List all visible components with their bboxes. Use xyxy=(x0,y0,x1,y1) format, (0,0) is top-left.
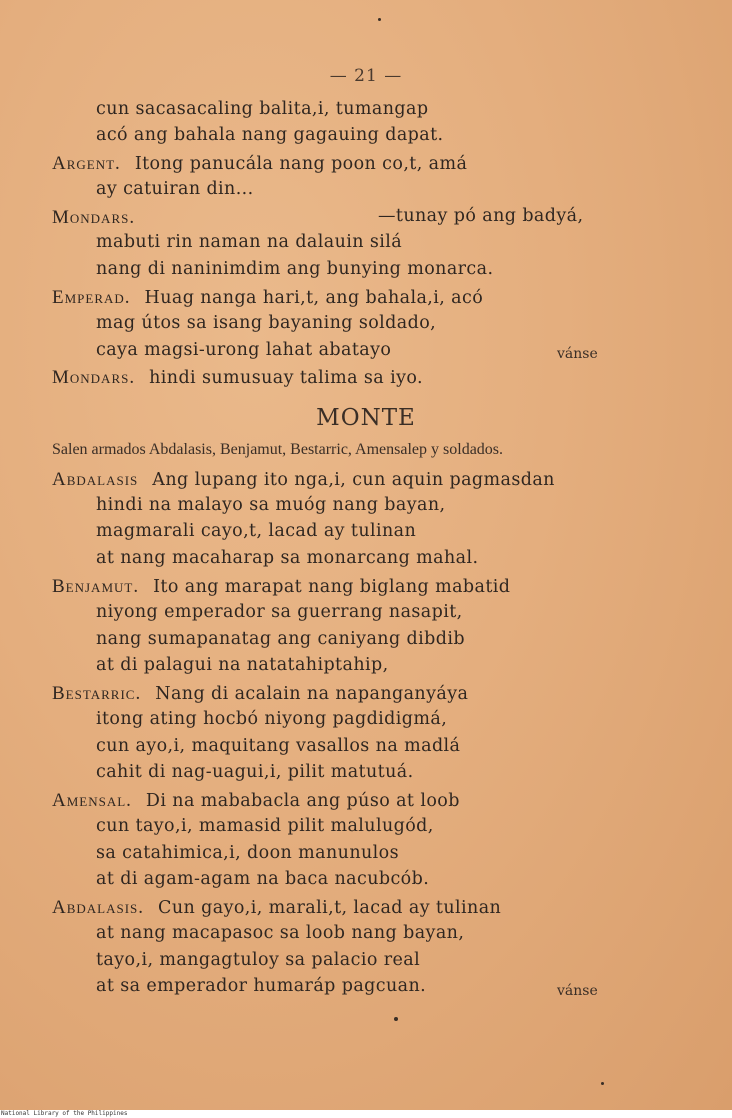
verse-line xyxy=(52,791,460,811)
speaker-name: Mondars. xyxy=(52,367,136,388)
verse-text: mabuti rin naman na dalauin silá xyxy=(96,232,403,252)
verse-line xyxy=(96,523,416,541)
speaker-name: Amensal. xyxy=(52,790,132,811)
verse-line xyxy=(96,657,389,675)
page-number: — 21 — xyxy=(329,66,403,86)
speaker-name: Abdalasis. xyxy=(52,897,145,918)
verse-text: at di palagui na natatahiptahip, xyxy=(96,655,389,675)
verse-text: —tunay pó ang badyá, xyxy=(378,206,584,226)
verse-text: Nang di acalain na napanganyáya xyxy=(155,684,469,704)
verse-line xyxy=(52,368,423,388)
ornament-dot xyxy=(394,1017,398,1021)
verse-text: cun tayo,i, mamasid pilit malulugód, xyxy=(96,816,434,836)
verse-line xyxy=(96,818,434,836)
verse-line xyxy=(96,550,478,568)
verse-line xyxy=(96,261,493,279)
verse-line xyxy=(96,631,465,649)
verse-text: tayo,i, mangagtuloy sa palacio real xyxy=(96,950,421,970)
verse-text: at di agam-agam na baca nacubcób. xyxy=(96,869,430,889)
verse-text: magmarali cayo,t, lacad ay tulinan xyxy=(96,521,417,541)
verse-line xyxy=(96,711,447,729)
verse-text: at nang macapasoc sa loob nang bayan, xyxy=(96,923,465,943)
verse-text: Di na mababacla ang púso at loob xyxy=(145,791,460,811)
stage-direction: Salen armados Abdalasis, Benjamut, Bestarric, Amensalep y soldados. xyxy=(52,441,504,458)
verse-line xyxy=(96,925,464,943)
verse-line xyxy=(378,208,583,226)
speck xyxy=(378,18,381,21)
verse-line xyxy=(96,342,391,360)
verse-line xyxy=(96,234,402,252)
verse-line xyxy=(96,127,444,145)
verse-line xyxy=(96,978,426,996)
speaker-name: Bestarric. xyxy=(52,683,142,704)
verse-text: cun sacasacaling balita,i, tumangap xyxy=(96,99,429,119)
verse-text: niyong emperador sa guerrang nasapit, xyxy=(96,602,463,622)
verse-line xyxy=(96,764,414,782)
verse-text: at sa emperador humaráp pagcuan. xyxy=(96,976,427,996)
verse-line xyxy=(52,288,483,308)
verse-text: Ang lupang ito nga,i, cun aquin pagmasdan xyxy=(152,470,555,490)
verse-line xyxy=(52,898,501,918)
speaker-name: Mondars. xyxy=(52,207,136,228)
verse-line xyxy=(96,315,436,333)
verse-text: ay catuiran din... xyxy=(96,179,254,199)
verse-text: Itong panucála nang poon co,t, amá xyxy=(134,154,468,174)
stage-note: vánse xyxy=(557,346,598,362)
verse-line xyxy=(52,208,149,228)
verse-line xyxy=(52,577,510,597)
verse-line xyxy=(96,497,445,515)
verse-text: at nang macaharap sa monarcang mahal. xyxy=(96,548,479,568)
verse-line xyxy=(96,738,460,756)
stage-note: vánse xyxy=(557,983,598,999)
verse-text: hindi sumusuay talima sa iyo. xyxy=(149,368,423,388)
verse-text: Cun gayo,i, marali,t, lacad ay tulinan xyxy=(158,898,502,918)
verse-text: hindi na malayo sa muóg nang bayan, xyxy=(96,495,446,515)
verse-text: cahit di nag-uagui,i, pilit matutuá. xyxy=(96,762,414,782)
verse-text: sa catahimica,i, doon manunulos xyxy=(96,843,399,863)
speaker-name: Emperad. xyxy=(52,287,131,308)
verse-line xyxy=(52,154,467,174)
verse-text: nang di naninimdim ang bunying monarca. xyxy=(96,259,494,279)
verse-text: mag útos sa isang bayaning soldado, xyxy=(96,313,437,333)
speck xyxy=(601,1082,604,1085)
verse-text: acó ang bahala nang gagauing dapat. xyxy=(96,125,444,145)
speaker-name: Benjamut. xyxy=(52,576,140,597)
verse-text: Ito ang marapat nang biglang mabatid xyxy=(153,577,511,597)
verse-text: Huag nanga hari,t, ang bahala,i, acó xyxy=(144,288,484,308)
verse-line xyxy=(52,684,468,704)
verse-line xyxy=(96,871,429,889)
verse-text: cun ayo,i, maquitang vasallos na madlá xyxy=(96,736,461,756)
verse-text: caya magsi-urong lahat abatayo xyxy=(96,340,392,360)
speaker-name: Argent. xyxy=(52,153,121,174)
verse-line xyxy=(96,845,399,863)
verse-text: itong ating hocbó niyong pagdidigmá, xyxy=(96,709,448,729)
verse-line xyxy=(96,952,420,970)
speaker-name: Abdalasis xyxy=(52,469,139,490)
verse-line xyxy=(96,101,428,119)
verse-line xyxy=(52,470,555,490)
library-watermark: National Library of the Philippines xyxy=(1,1110,128,1117)
verse-line xyxy=(96,604,463,622)
verse-line xyxy=(96,181,254,199)
scene-title: MONTE xyxy=(316,405,416,431)
verse-text: nang sumapanatag ang caniyang dibdib xyxy=(96,629,465,649)
